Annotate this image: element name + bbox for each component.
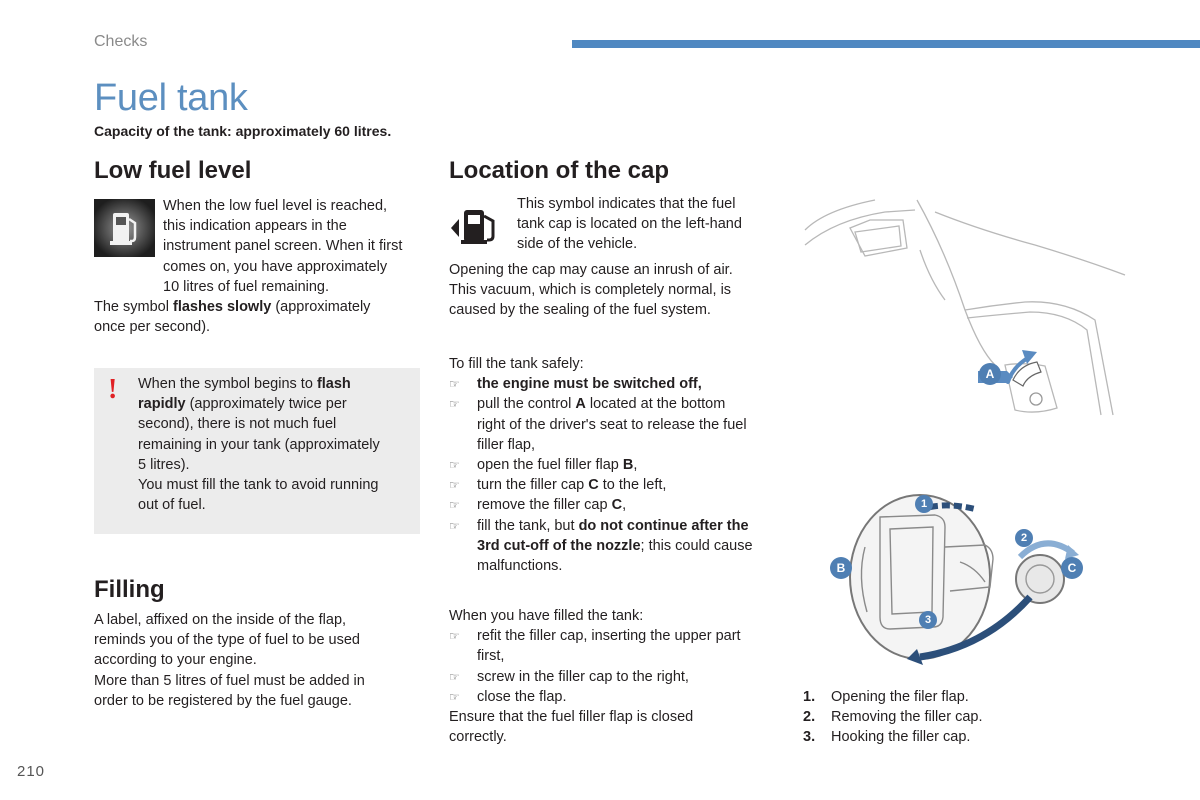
list-item: ☞ turn the filler cap C to the left, — [449, 475, 779, 495]
low-fuel-intro-line: this indication appears in the — [163, 218, 347, 235]
filling-heading: Filling — [94, 576, 165, 603]
filler-cap-illustration — [825, 487, 1095, 672]
filling-text: A label, affixed on the inside of the flap, reminds you of the type of fuel to be used according to your engine. More than 5 litres of fuel must be added in order to be registered by the fuel gauge. — [94, 612, 365, 709]
fill-steps-list — [449, 374, 779, 576]
after-steps-list — [449, 626, 779, 707]
caption-item: 2. Removing the filler cap. — [803, 709, 983, 726]
seat-release-lever-illustration — [795, 190, 1135, 425]
step-2-badge: 2 — [1015, 529, 1033, 547]
fill-safely-intro: To fill the tank safely: — [449, 356, 584, 372]
cap-symbol-text: This symbol indicates that the fuel tank cap is located on the left-hand side of the vehicle. — [517, 196, 742, 253]
warning-text: When the symbol begins to flash rapidly (approximately twice per second), there is not much fuel remaining in your tank (approximately 5 litres). You must fill the tank to avoid running out of fuel. — [138, 376, 380, 514]
page-number: 210 — [17, 763, 46, 780]
caption-item: 1. Opening the filer flap. — [803, 689, 969, 705]
header-accent-bar — [572, 40, 1200, 48]
label-a-badge: A — [979, 363, 1001, 385]
tank-capacity: Capacity of the tank: approximately 60 litres. — [94, 123, 392, 139]
low-fuel-intro-line: When the low fuel level is reached, — [163, 198, 388, 214]
figure-captions — [803, 687, 1043, 748]
list-item: ☞ the engine must be switched off, — [449, 374, 779, 394]
after-filling-intro: When you have filled the tank: — [449, 608, 644, 624]
step-1-badge: 1 — [915, 495, 933, 513]
fill-safely-section — [449, 354, 779, 576]
low-fuel-intro-line: 10 litres of fuel remaining. — [163, 278, 330, 295]
list-item: ☞ screw in the filler cap to the right, — [449, 667, 779, 687]
flash-slowly-text: The symbol flashes slowly (approximately once per second). — [94, 299, 371, 336]
step-3-badge: 3 — [919, 611, 937, 629]
low-fuel-warning-icon — [94, 199, 155, 257]
page-title: Fuel tank — [94, 77, 248, 119]
list-item: ☞ fill the tank, but do not continue after the 3rd cut-off of the nozzle; this could cause malfunctions. — [449, 516, 779, 577]
label-b-badge: B — [830, 557, 852, 579]
list-item: ☞ pull the control A located at the bottom right of the driver's seat to release the fuel filler flap, — [449, 394, 779, 455]
caption-item: 3. Hooking the filler cap. — [803, 729, 971, 746]
low-fuel-intro-line: instrument panel screen. When it first — [163, 238, 403, 255]
list-item: ☞ open the fuel filler flap B, — [449, 455, 779, 475]
after-filling-section: When you have filled the tank: ☞ refit the filler cap, inserting the upper part first, ☞ screw in the filler cap to the right, ☞ close the flap. Ensure that the fuel filler flap is closed correctly. — [449, 606, 779, 747]
list-item: ☞ close the flap. — [449, 687, 779, 707]
label-c-badge: C — [1061, 557, 1083, 579]
low-fuel-intro — [163, 196, 428, 297]
fuel-cap-side-icon — [449, 206, 505, 246]
list-item: ☞ refit the filler cap, inserting the upper part first, — [449, 626, 779, 666]
vacuum-text: Opening the cap may cause an inrush of air. This vacuum, which is completely normal, is caused by the sealing of the fuel system. — [449, 262, 733, 319]
exclamation-warning-icon: ! — [108, 374, 118, 405]
cap-location-heading: Location of the cap — [449, 157, 670, 184]
list-item: ☞ remove the filler cap C, — [449, 495, 779, 515]
low-fuel-heading: Low fuel level — [94, 157, 252, 184]
low-fuel-intro-line: comes on, you have approximately — [163, 258, 388, 275]
section-label: Checks — [94, 33, 148, 50]
